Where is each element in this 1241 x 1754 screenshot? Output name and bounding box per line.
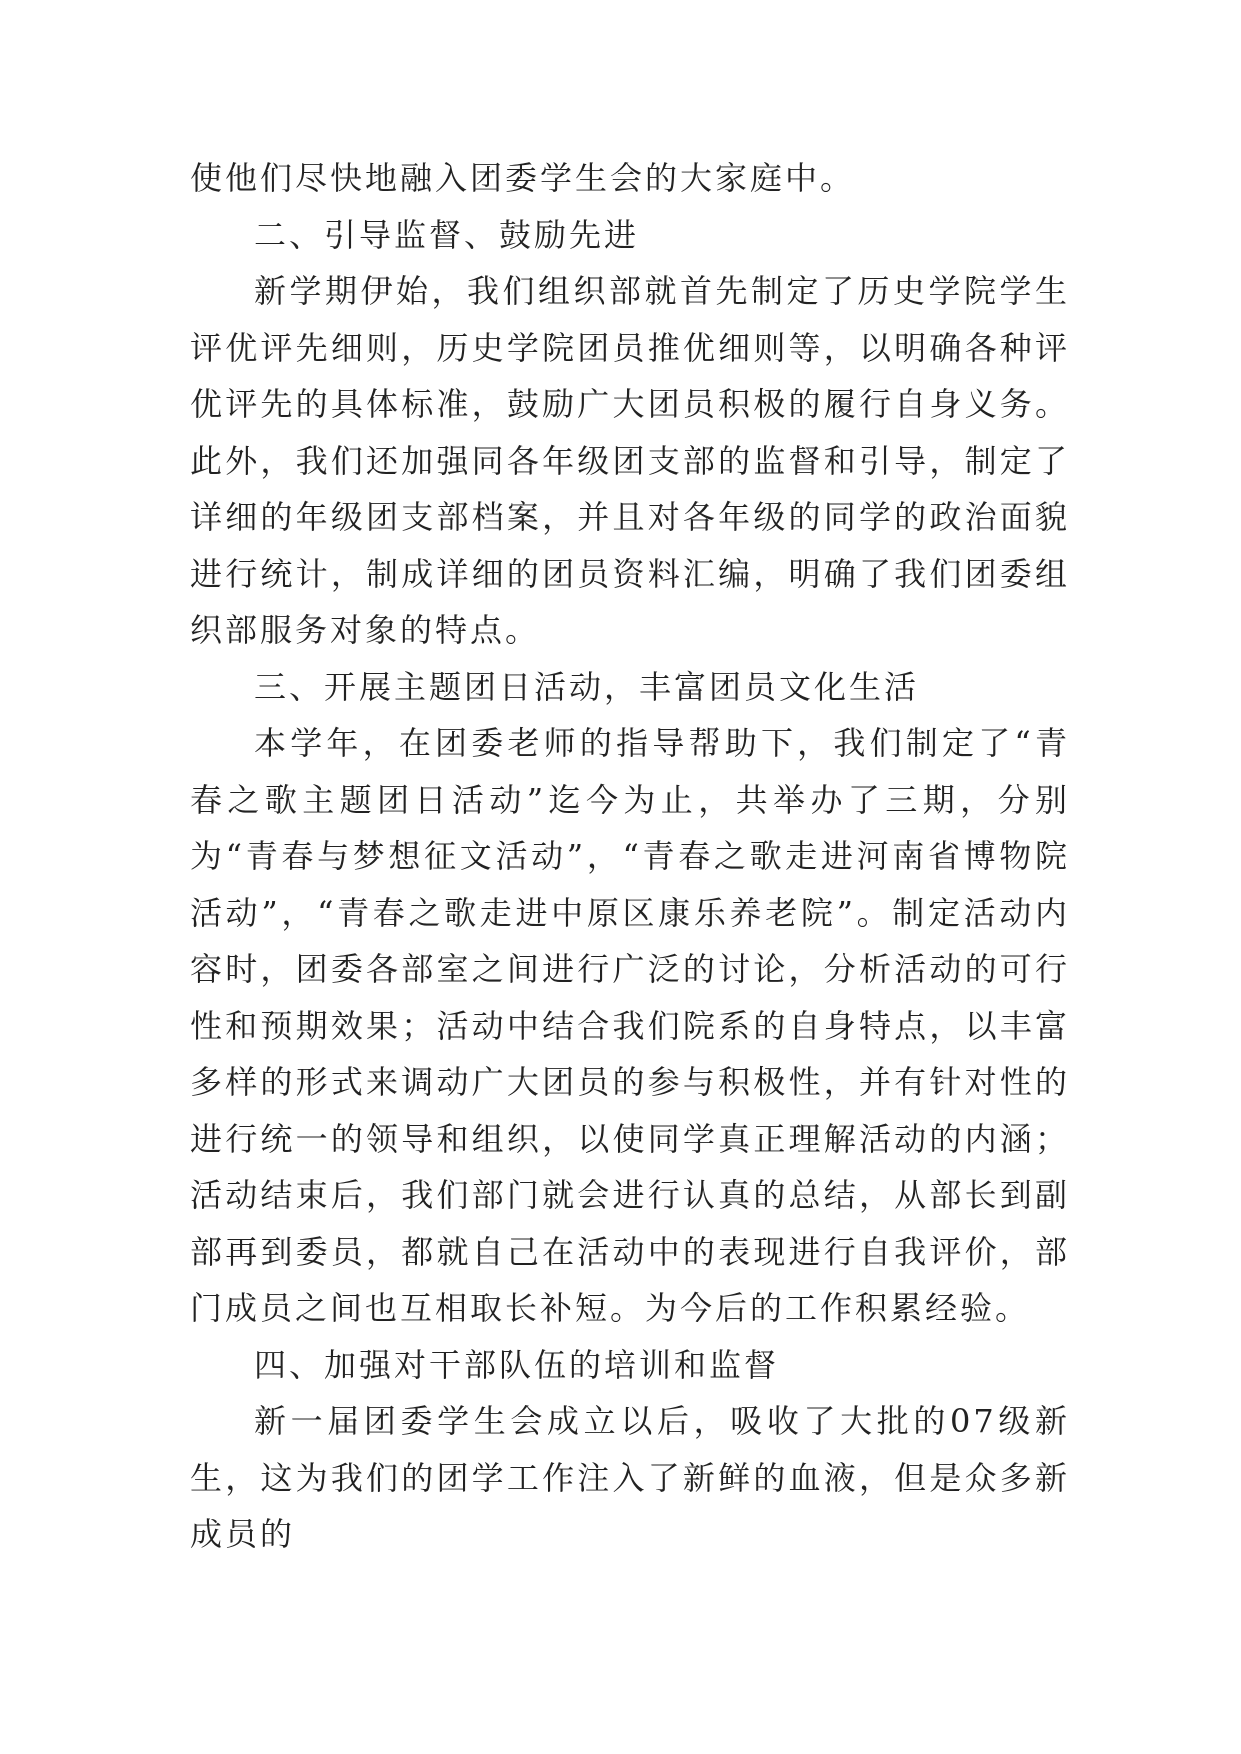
section-heading-4: 四、加强对干部队伍的培训和监督 xyxy=(254,1345,780,1384)
document-body xyxy=(190,150,1070,1563)
paragraph-cadre-training: 新一届团委学生会成立以后，吸收了大批的07级新生，这为我们的团学工作注入了新鲜的血液，但是众多新成员的 xyxy=(190,1402,1070,1553)
paragraph-theme-activities: 本学年，在团委老师的指导帮助下，我们制定了“青春之歌主题团日活动”迄今为止，共举办了三期，分别为“青春与梦想征文活动”，“青春之歌走进河南省博物院活动”，“青春之歌走进中原区康乐养老院”。制定活动内容时，团委各部室之间进行广泛的讨论，分析活动的可行性和预期效果；活动中结合我们院系的自身特点，以丰富多样的形式来调动广大团员的参与积极性，并有针对性的进行统一的领导和组织，以使同学真正理解活动的内涵；活动结束后，我们部门就会进行认真的总结，从部长到副部再到委员，都就自己在活动中的表现进行自我评价，部门成员之间也互相取长补短。为今后的工作积累经验。 xyxy=(190,724,1070,1327)
section-heading-2: 二、引导监督、鼓励先进 xyxy=(254,215,640,254)
section-heading-3: 三、开展主题团日活动，丰富团员文化生活 xyxy=(254,667,920,706)
paragraph-evaluation-rules: 新学期伊始，我们组织部就首先制定了历史学院学生评优评先细则，历史学院团员推优细则等，以明确各种评优评先的具体标准，鼓励广大团员积极的履行自身义务。此外，我们还加强同各年级团支部的监督和引导，制定了详细的年级团支部档案，并且对各年级的同学的政治面貌进行统计，制成详细的团员资料汇编，明确了我们团委组织部服务对象的特点。 xyxy=(190,272,1070,649)
paragraph-continuation: 使他们尽快地融入团委学生会的大家庭中。 xyxy=(190,159,856,197)
